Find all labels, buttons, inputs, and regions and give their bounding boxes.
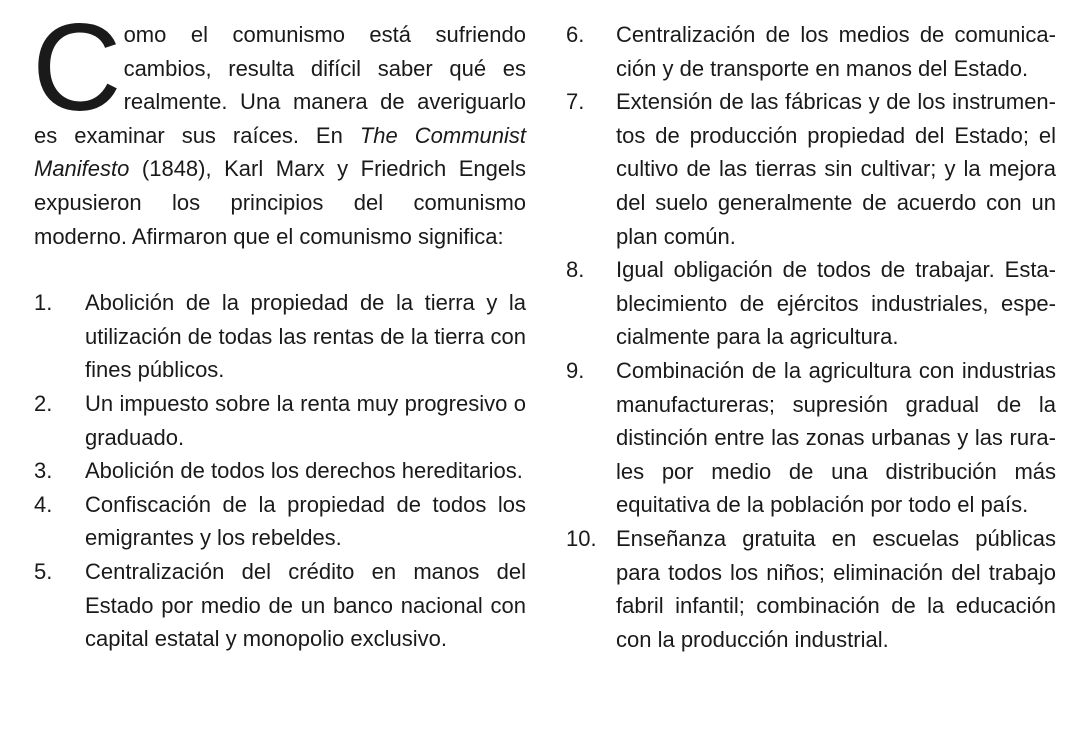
list-item [34, 454, 526, 488]
list-item [566, 85, 1056, 253]
item-number: 8. [566, 257, 585, 283]
left-column [32, 0, 526, 656]
intro-text-end: (1848), Karl Marx y Friedrich Engels expusieron los principios del comunismo moderno. Afirmaron que el comunismo significa: [34, 156, 526, 249]
item-text: Abolición de la propiedad de la tierra y la utilización de todas las rentas de la tierra con fines públicos. [85, 290, 526, 383]
item-text: Centralización de los medios de comunicación y de transporte en manos del Estado. [616, 22, 1056, 81]
item-text: Combinación de la agricultura con industrias manufactureras; supresión gradual de la distinción entre las zonas urbanas y las rurales por medio de una distribución más equitativa de la población por todo el país. [616, 357, 1056, 518]
principles-list-part-1 [34, 286, 526, 656]
list-item [566, 522, 1056, 656]
item-number: 2. [34, 390, 53, 416]
list-item [566, 18, 1056, 85]
item-number: 9. [566, 357, 585, 383]
list-item [566, 253, 1056, 354]
intro-text-start: omo el comunismo está sufriendo cambios, resulta difícil saber qué es realmente. Una manera de averiguarlo es examinar sus raíces. En [34, 22, 526, 148]
item-text: Enseñanza gratuita en escuelas públicas para todos los niños; eliminación del trabajo fabril infantil; combinación de la educación con la producción industrial. [616, 525, 1056, 652]
item-text: Extensión de las fábricas y de los instrumentos de producción propiedad del Estado; el cultivo de las tierras sin cultivar; y la mejora del suelo generalmente de acuerdo con un plan común. [616, 89, 1056, 249]
item-number: 10. [566, 525, 597, 551]
list-item [34, 387, 526, 454]
drop-cap: C [32, 0, 118, 137]
intro-paragraph [32, 0, 526, 253]
item-number: 7. [566, 89, 585, 115]
item-number: 4. [34, 491, 53, 517]
item-number: 5. [34, 558, 53, 584]
item-number: 3. [34, 458, 53, 484]
item-text: Centralización del crédito en manos del Estado por medio de un banco nacional con capital estatal y monopolio exclusivo. [85, 558, 526, 652]
right-column [566, 18, 1056, 656]
list-item [34, 555, 526, 656]
item-text: Abolición de todos los derechos hereditarios. [85, 458, 523, 484]
list-item [34, 286, 526, 387]
list-item [34, 488, 526, 555]
item-text: Confiscación de la propiedad de todos los emigrantes y los rebeldes. [85, 491, 526, 551]
item-number: 6. [566, 22, 585, 47]
item-text: Un impuesto sobre la renta muy progresivo o graduado. [85, 390, 526, 450]
principles-list-part-2 [566, 18, 1056, 656]
item-number: 1. [34, 290, 53, 316]
list-item [566, 354, 1056, 522]
book-title: The Communist Manifesto [34, 122, 526, 182]
item-text: Igual obligación de todos de trabajar. Establecimiento de ejércitos industriales, especialmente para la agricultura. [616, 257, 1056, 350]
